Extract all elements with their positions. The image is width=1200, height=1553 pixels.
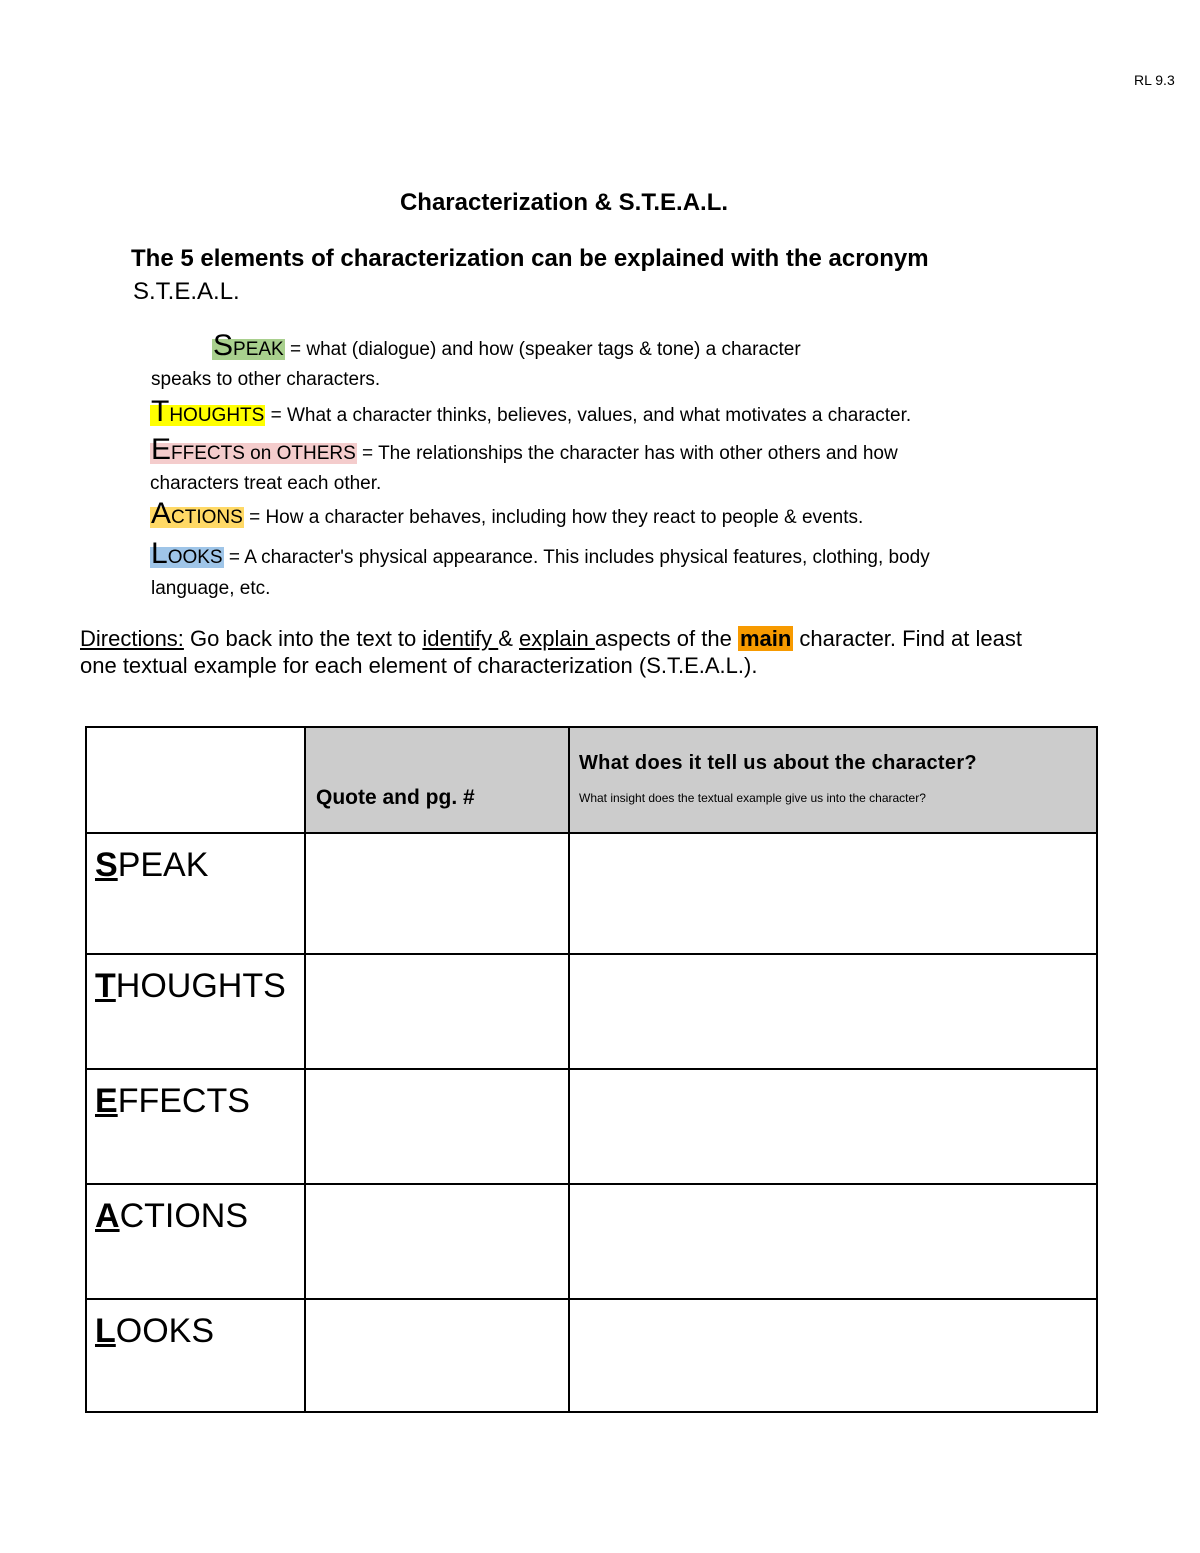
row-label-rest: HOUGHTS xyxy=(115,967,286,1005)
quote-cell-effects[interactable] xyxy=(305,1069,569,1184)
intro-line-1: The 5 elements of characterization can be explained with the acronym xyxy=(131,245,929,272)
intro-line-2: S.T.E.A.L. xyxy=(133,278,240,305)
actions-def-text: = How a character behaves, including how they react to people & events. xyxy=(243,507,864,528)
row-label-first: E xyxy=(95,1082,118,1120)
insight-cell-effects[interactable] xyxy=(569,1069,1097,1184)
thoughts-rest: HOUGHTS xyxy=(169,405,265,426)
actions-definition xyxy=(150,498,863,530)
effects-def-text: = The relationships the character has with other others and how xyxy=(356,443,898,464)
thoughts-highlight xyxy=(150,395,265,428)
header-insight-subtitle: What insight does the textual example give us into the character? xyxy=(579,791,926,805)
row-label-first: T xyxy=(95,967,116,1005)
table-row xyxy=(86,954,1097,1069)
row-label-rest: OOKS xyxy=(115,1312,215,1350)
insight-cell-thoughts[interactable] xyxy=(569,954,1097,1069)
speak-letter: S xyxy=(213,329,234,362)
insight-cell-looks[interactable] xyxy=(569,1299,1097,1412)
actions-highlight xyxy=(150,497,244,530)
row-label-effects xyxy=(86,1069,305,1184)
looks-definition xyxy=(150,538,930,570)
actions-letter: A xyxy=(151,497,172,530)
thoughts-definition xyxy=(150,396,911,428)
directions-text-4: character. Find at least xyxy=(793,626,1022,651)
row-label-rest: CTIONS xyxy=(119,1197,249,1235)
looks-definition-cont: language, etc. xyxy=(151,578,271,599)
row-label-rest: FFECTS xyxy=(117,1082,250,1120)
speak-definition-cont: speaks to other characters. xyxy=(151,369,381,390)
page-title: Characterization & S.T.E.A.L. xyxy=(399,189,729,216)
header-quote: Quote and pg. # xyxy=(305,727,569,833)
directions-line-2: one textual example for each element of characterization (S.T.E.A.L.). xyxy=(80,653,758,678)
directions-explain: explain xyxy=(519,626,595,651)
quote-cell-speak[interactable] xyxy=(305,833,569,954)
row-label-actions xyxy=(86,1184,305,1299)
directions-text-1: Go back into the text to xyxy=(183,626,423,651)
row-label-looks xyxy=(86,1299,305,1412)
looks-rest: OOKS xyxy=(167,547,223,568)
steal-table xyxy=(85,726,1098,1413)
row-label-rest: PEAK xyxy=(117,846,209,884)
effects-letter: E xyxy=(151,433,172,466)
row-label-first: S xyxy=(95,846,118,884)
insight-cell-actions[interactable] xyxy=(569,1184,1097,1299)
looks-def-text: = A character's physical appearance. This includes physical features, clothing, body xyxy=(223,547,930,568)
effects-rest: FFECTS on OTHERS xyxy=(171,443,356,464)
speak-rest: PEAK xyxy=(233,339,284,360)
looks-highlight xyxy=(150,537,224,570)
table-header-row xyxy=(86,727,1097,833)
thoughts-def-text: = What a character thinks, believes, values, and what motivates a character. xyxy=(265,405,912,426)
speak-definition xyxy=(212,330,801,362)
insight-cell-speak[interactable] xyxy=(569,833,1097,954)
actions-rest: CTIONS xyxy=(171,507,243,528)
quote-cell-thoughts[interactable] xyxy=(305,954,569,1069)
table-row xyxy=(86,833,1097,954)
row-label-speak xyxy=(86,833,305,954)
directions-label: Directions: xyxy=(80,626,184,651)
quote-cell-looks[interactable] xyxy=(305,1299,569,1412)
effects-definition xyxy=(150,434,898,466)
row-label-thoughts xyxy=(86,954,305,1069)
speak-def-text: = what (dialogue) and how (speaker tags & tone) a character xyxy=(284,339,801,360)
directions-main-highlight: main xyxy=(739,626,792,651)
directions-identify: identify xyxy=(422,626,499,651)
row-label-first: L xyxy=(95,1312,116,1350)
header-blank-cell xyxy=(86,727,305,833)
row-label-first: A xyxy=(95,1197,120,1235)
thoughts-letter: T xyxy=(151,395,170,428)
table-row xyxy=(86,1184,1097,1299)
effects-highlight xyxy=(150,433,357,466)
table-row xyxy=(86,1069,1097,1184)
header-insight xyxy=(569,727,1097,833)
effects-definition-cont: characters treat each other. xyxy=(150,473,382,494)
quote-cell-actions[interactable] xyxy=(305,1184,569,1299)
directions-text-3: aspects of the xyxy=(594,626,738,651)
table-row xyxy=(86,1299,1097,1412)
header-insight-title: What does it tell us about the character? xyxy=(579,752,977,774)
speak-highlight xyxy=(212,329,285,362)
directions-line-1 xyxy=(80,626,1022,652)
directions-text-2: & xyxy=(498,626,520,651)
looks-letter: L xyxy=(151,537,168,570)
standard-code: RL 9.3 xyxy=(1134,72,1175,88)
